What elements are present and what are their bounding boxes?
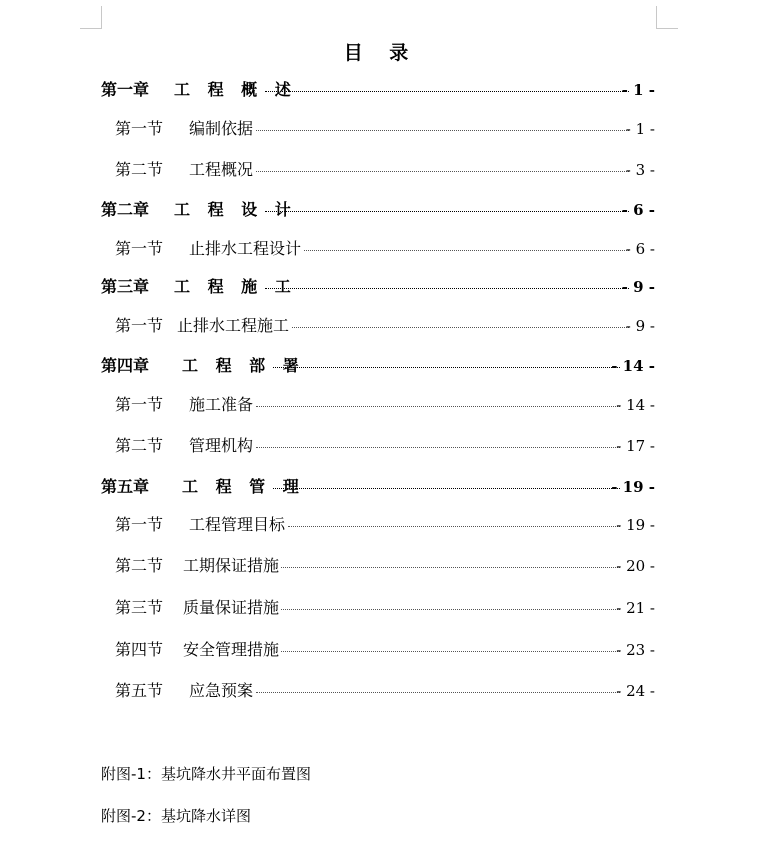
toc-entry-title: 工程概况 — [189, 160, 254, 179]
toc-section-entry[interactable] — [0, 314, 762, 338]
toc-entry-title: 施工准备 — [189, 395, 254, 414]
toc-chapter-entry[interactable] — [0, 354, 762, 378]
toc-leader-dots — [292, 327, 629, 328]
toc-entry-title: 应急预案 — [189, 681, 254, 700]
toc-section-entry[interactable] — [0, 393, 762, 417]
toc-entry-number: 第五节 — [115, 681, 164, 700]
toc-chapter-entry[interactable] — [0, 78, 762, 102]
appendix-line-2: 附图-2：基坑降水详图 — [101, 807, 251, 825]
toc-entry-number: 第一节 — [115, 119, 164, 138]
toc-leader-dots — [281, 567, 620, 568]
crop-mark-top-right-horizontal — [656, 28, 678, 29]
toc-entry-page: - 19 - — [616, 516, 655, 534]
toc-entry-title: 管理机构 — [189, 436, 254, 455]
toc-entry-title: 安全管理措施 — [183, 640, 280, 659]
toc-chapter-entry[interactable] — [0, 275, 762, 299]
toc-entry-page: - 17 - — [616, 437, 655, 455]
toc-section-entry[interactable] — [0, 237, 762, 261]
crop-mark-top-right-vertical — [656, 6, 657, 28]
toc-entry-page: - 23 - — [616, 641, 655, 659]
toc-leader-dots — [256, 447, 620, 448]
toc-entry-page: - 14 - — [616, 396, 655, 414]
toc-entry-page: - 1 - — [625, 120, 655, 138]
toc-entry-number: 第一节 — [115, 316, 164, 335]
toc-section-entry[interactable] — [0, 434, 762, 458]
toc-section-entry[interactable] — [0, 679, 762, 703]
toc-section-entry[interactable] — [0, 638, 762, 662]
toc-chapter-entry[interactable] — [0, 198, 762, 222]
toc-leader-dots — [265, 211, 629, 212]
toc-entry-number: 第二章 — [101, 200, 150, 219]
toc-leader-dots — [265, 91, 629, 92]
toc-entry-page: - 6 - — [625, 240, 655, 258]
toc-entry-title: 工 程 概 述 — [174, 80, 297, 99]
toc-entry-number: 第四章 — [101, 356, 150, 375]
toc-chapter-entry[interactable] — [0, 475, 762, 499]
toc-entry-number: 第一章 — [101, 80, 150, 99]
toc-entry-title: 编制依据 — [189, 119, 254, 138]
toc-entry-title: 工程管理目标 — [189, 515, 286, 534]
toc-entry-number: 第三节 — [115, 598, 164, 617]
toc-entry-number: 第四节 — [115, 640, 164, 659]
toc-entry-page: - 24 - — [616, 682, 655, 700]
toc-leader-dots — [273, 488, 620, 489]
toc-entry-title: 工 程 施 工 — [174, 277, 297, 296]
toc-entry-number: 第三章 — [101, 277, 150, 296]
toc-entry-number: 第二节 — [115, 436, 164, 455]
toc-leader-dots — [265, 288, 629, 289]
toc-entry-page: - 1 - — [621, 81, 655, 99]
toc-entry-title: 止排水工程设计 — [189, 239, 302, 258]
toc-entry-number: 第一节 — [115, 515, 164, 534]
toc-leader-dots — [256, 130, 629, 131]
toc-section-entry[interactable] — [0, 596, 762, 620]
crop-mark-top-left-vertical — [101, 6, 102, 28]
toc-section-entry[interactable] — [0, 117, 762, 141]
toc-entry-title: 工 程 设 计 — [174, 200, 297, 219]
toc-leader-dots — [281, 609, 620, 610]
toc-leader-dots — [256, 171, 629, 172]
toc-entry-title: 止排水工程施工 — [177, 316, 290, 335]
toc-entry-number: 第二节 — [115, 556, 164, 575]
toc-section-entry[interactable] — [0, 554, 762, 578]
toc-section-entry[interactable] — [0, 513, 762, 537]
toc-entry-number: 第一节 — [115, 239, 164, 258]
toc-entry-page: - 21 - — [616, 599, 655, 617]
toc-leader-dots — [256, 406, 620, 407]
crop-mark-top-left-horizontal — [80, 28, 102, 29]
toc-leader-dots — [304, 250, 629, 251]
toc-entry-page: - 9 - — [625, 317, 655, 335]
toc-entry-page: - 19 - — [611, 478, 655, 496]
toc-entry-page: - 6 - — [621, 201, 655, 219]
toc-entry-number: 第一节 — [115, 395, 164, 414]
toc-entry-page: - 14 - — [611, 357, 655, 375]
toc-title: 目 录 — [343, 42, 419, 64]
toc-entry-title: 工期保证措施 — [183, 556, 280, 575]
toc-entry-page: - 3 - — [625, 161, 655, 179]
toc-entry-title: 质量保证措施 — [183, 598, 280, 617]
toc-entry-title: 工 程 管 理 — [182, 477, 305, 496]
toc-entry-number: 第五章 — [101, 477, 150, 496]
toc-section-entry[interactable] — [0, 158, 762, 182]
toc-entry-number: 第二节 — [115, 160, 164, 179]
toc-leader-dots — [256, 692, 620, 693]
toc-leader-dots — [281, 651, 620, 652]
toc-entry-title: 工 程 部 署 — [182, 356, 305, 375]
toc-leader-dots — [273, 367, 620, 368]
toc-entry-page: - 20 - — [616, 557, 655, 575]
toc-entry-page: - 9 - — [621, 278, 655, 296]
toc-leader-dots — [288, 526, 620, 527]
appendix-line-1: 附图-1：基坑降水井平面布置图 — [101, 765, 311, 783]
